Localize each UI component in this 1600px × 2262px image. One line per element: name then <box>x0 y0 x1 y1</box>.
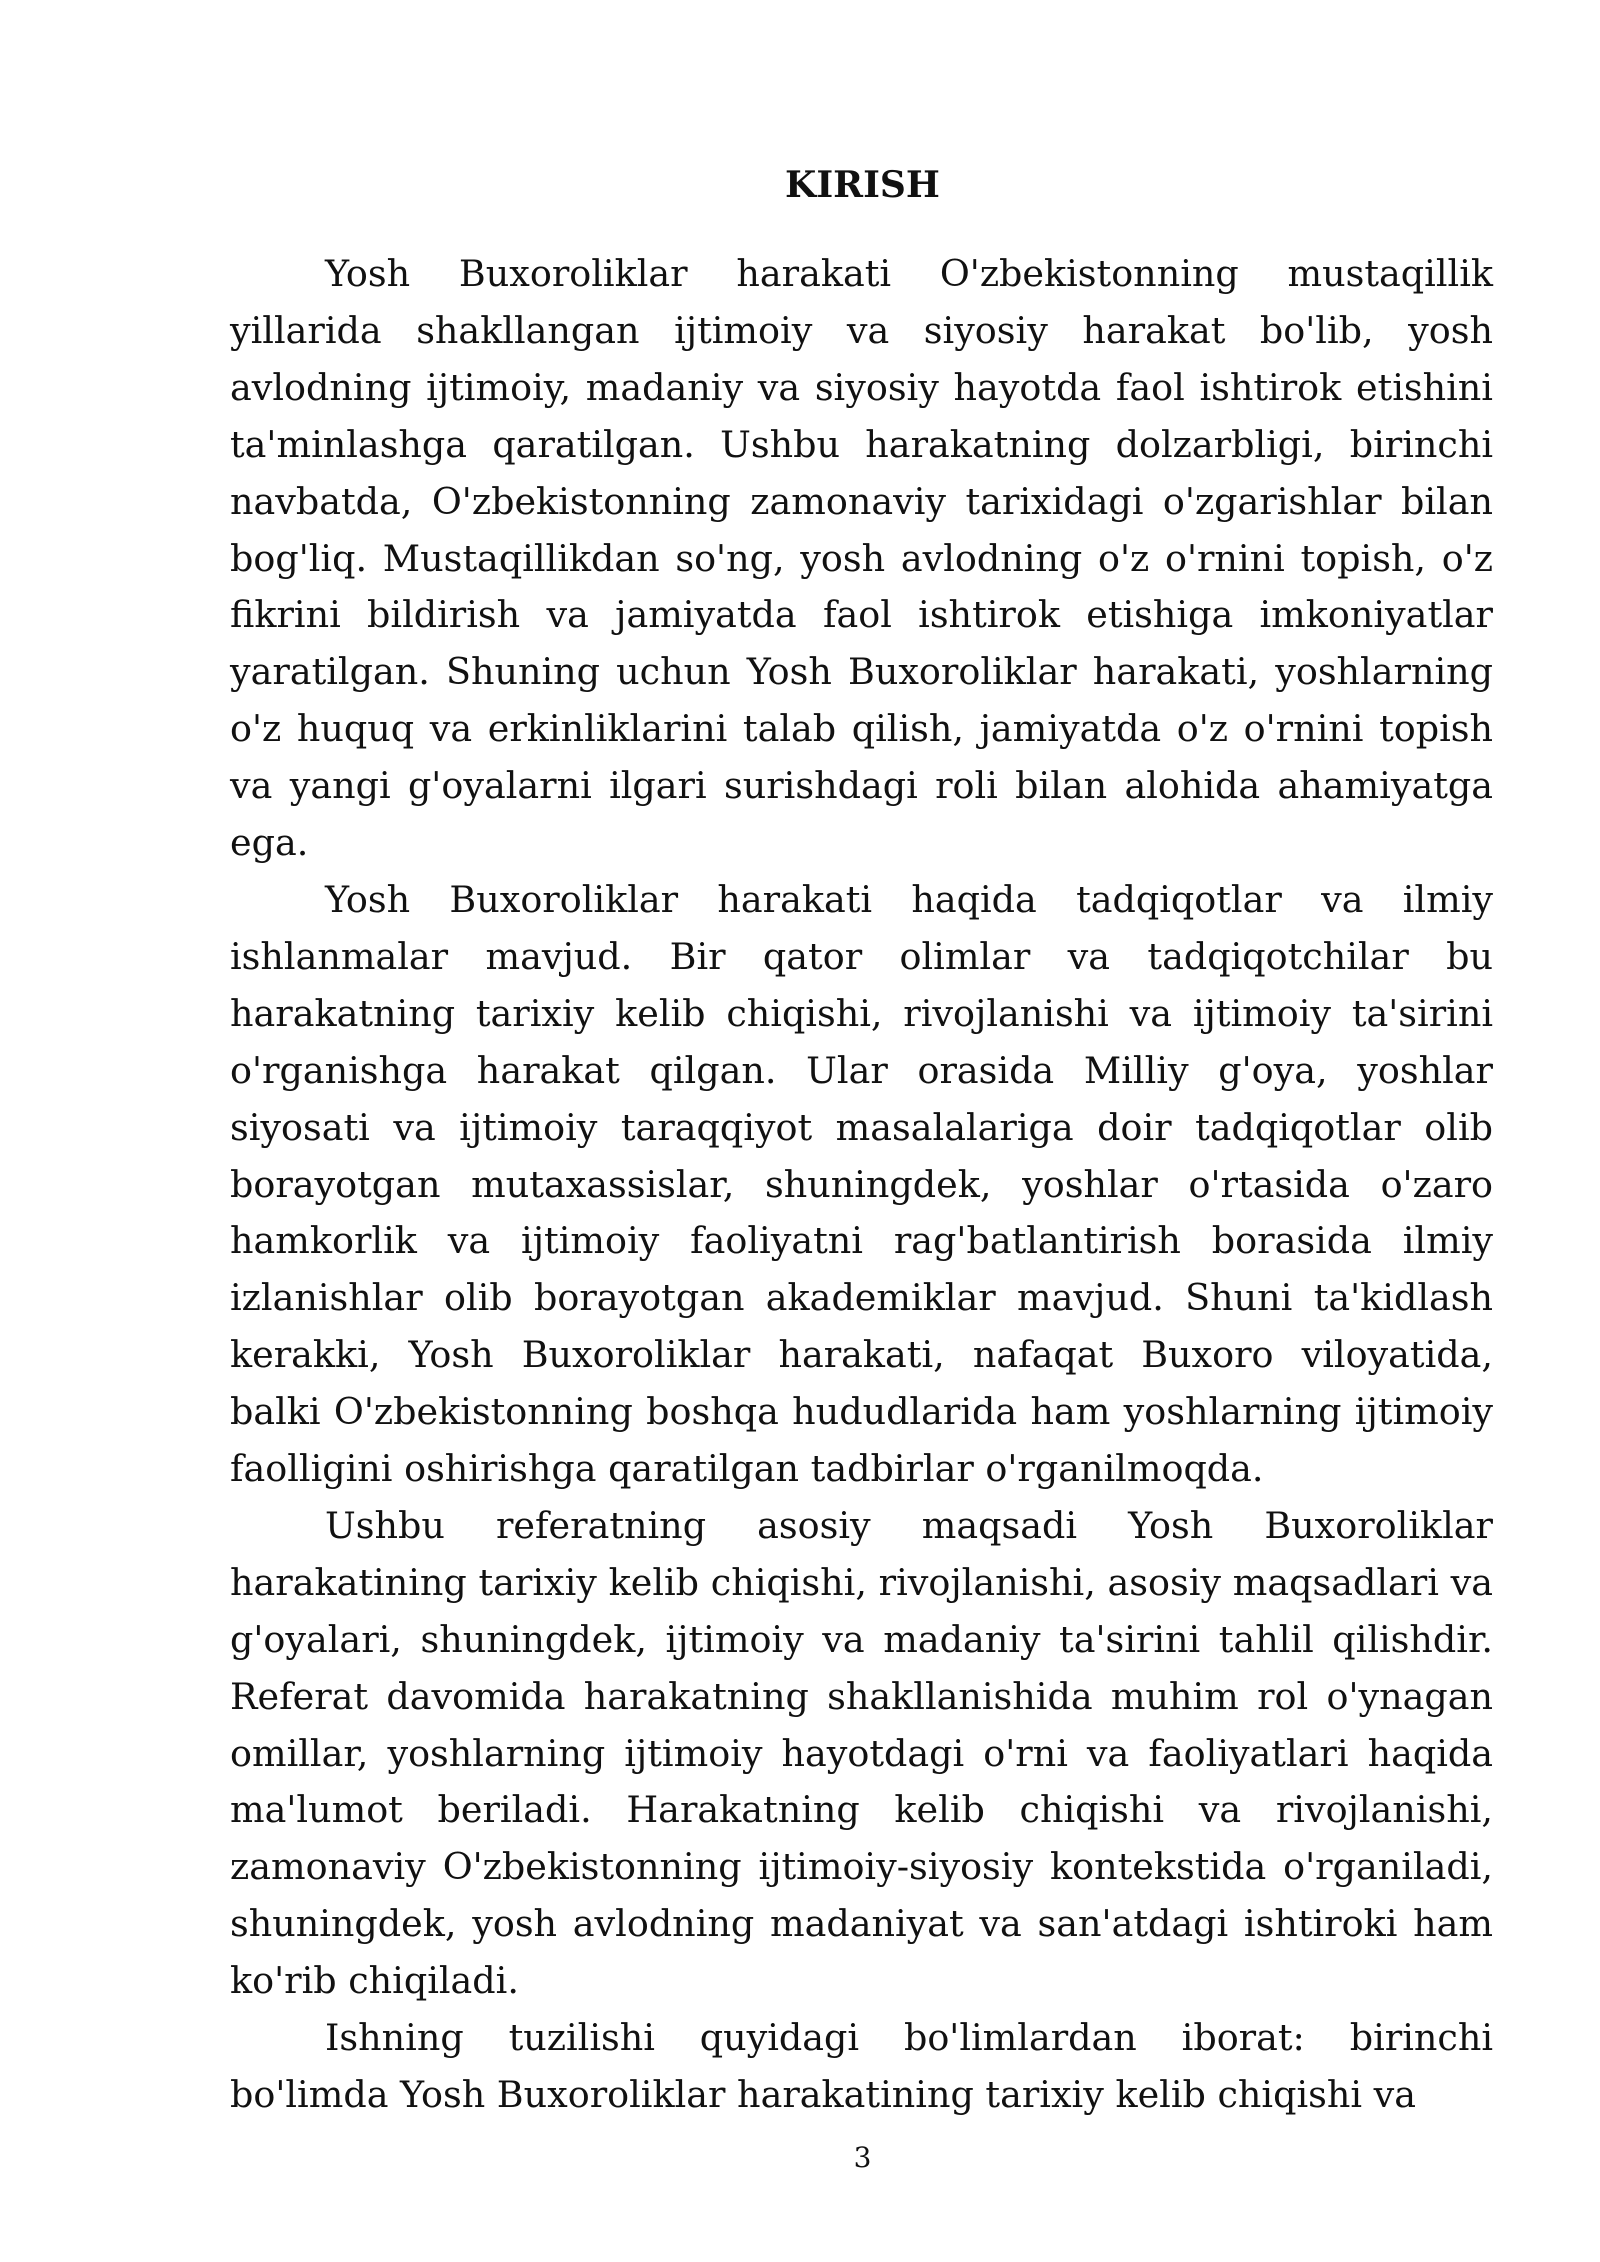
paragraph-1: Yosh Buxoroliklar harakati O'zbekistonning mustaqillik yillarida shakllangan ijtimoiy va siyosiy harakat bo'lib, yosh avlodning ijtimoiy, madaniy va siyosiy hayotda faol ishtirok etishini ta'minlashga qaratilgan. Ushbu harakatning dolzarbligi, birinchi navbatda, O'zbekistonning zamonaviy tarixidagi o'zgarishlar bilan bog'liq. Mustaqillikdan so'ng, yosh avlodning o'z o'rnini topish, o'z fikrini bildirish va jamiyatda faol ishtirok etishiga imkoniyatlar yaratilgan. Shuning uchun Yosh Buxoroliklar harakati, yoshlarning o'z huquq va erkinliklarini talab qilish, jamiyatda o'z o'rnini topish va yangi g'oyalarni ilgari surishdagi roli bilan alohida ahamiyatga ega. <box>230 252 1493 865</box>
paragraph-3: Ushbu referatning asosiy maqsadi Yosh Buxoroliklar harakatining tarixiy kelib chiqishi, rivojlanishi, asosiy maqsadlari va g'oyalari, shuningdek, ijtimoiy va madaniy ta'sirini tahlil qilishdir. Referat davomida harakatning shakllanishida muhim rol o'ynagan omillar, yoshlarning ijtimoiy hayotdagi o'rni va faoliyatlari haqida ma'lumot beriladi. Harakatning kelib chiqishi va rivojlanishi, zamonaviy O'zbekistonning ijtimoiy-siyosiy kontekstida o'rganiladi, shuningdek, yosh avlodning madaniyat va san'atdagi ishtiroki ham ko'rib chiqiladi. <box>230 1503 1493 2003</box>
document-body <box>230 246 1493 2124</box>
paragraph-2: Yosh Buxoroliklar harakati haqida tadqiqotlar va ilmiy ishlanmalar mavjud. Bir qator olimlar va tadqiqotchilar bu harakatning tarixiy kelib chiqishi, rivojlanishi va ijtimoiy ta'sirini o'rganishga harakat qilgan. Ular orasida Milliy g'oya, yoshlar siyosati va ijtimoiy taraqqiyot masalalariga doir tadqiqotlar olib borayotgan mutaxassislar, shuningdek, yoshlar o'rtasida o'zaro hamkorlik va ijtimoiy faoliyatni rag'batlantirish borasida ilmiy izlanishlar olib borayotgan akademiklar mavjud. Shuni ta'kidlash kerakki, Yosh Buxoroliklar harakati, nafaqat Buxoro viloyatida, balki O'zbekistonning boshqa hududlarida ham yoshlarning ijtimoiy faolligini oshirishga qaratilgan tadbirlar o'rganilmoqda. <box>230 877 1493 1491</box>
page-title: KIRISH <box>785 164 940 206</box>
page-number: 3 <box>853 2141 872 2174</box>
paragraph-4: Ishning tuzilishi quyidagi bo'limlardan iborat: birinchi bo'limda Yosh Buxoroliklar harakatining tarixiy kelib chiqishi va <box>230 2016 1493 2116</box>
